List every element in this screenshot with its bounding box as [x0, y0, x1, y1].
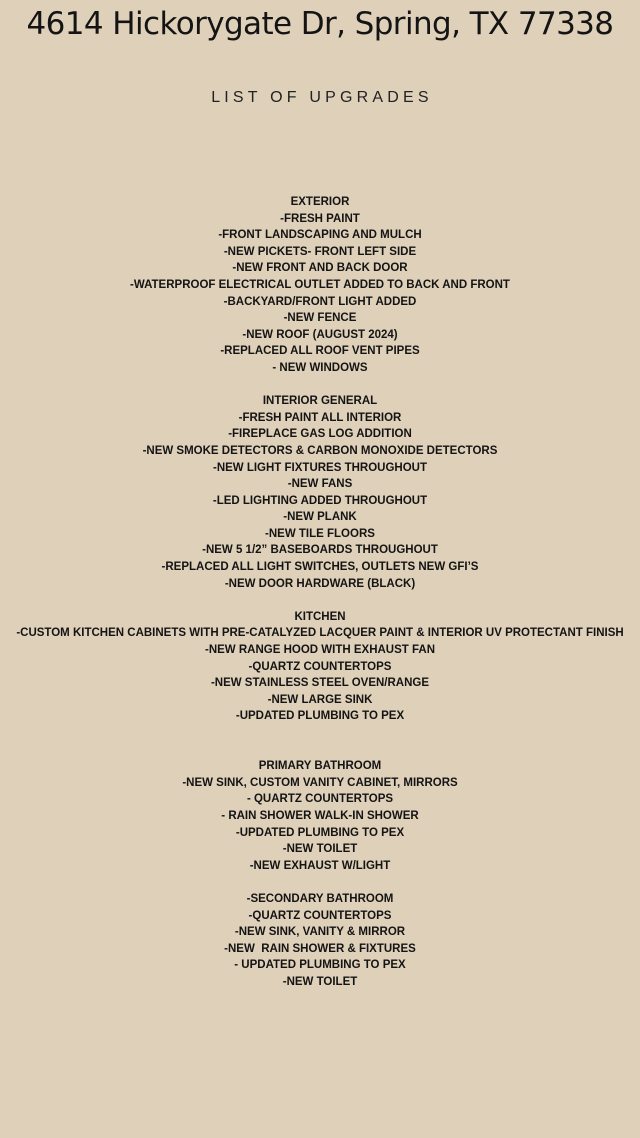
- list-item: -NEW RAIN SHOWER & FIXTURES: [224, 942, 416, 955]
- list-item: -UPDATED PLUMBING TO PEX: [235, 826, 405, 839]
- list-item: -QUARTZ COUNTERTOPS: [248, 909, 392, 922]
- page-subtitle: LIST OF UPGRADES: [211, 89, 433, 106]
- list-item: -NEW LIGHT FIXTURES THROUGHOUT: [212, 461, 427, 474]
- list-item: -NEW STAINLESS STEEL OVEN/RANGE: [210, 677, 430, 690]
- section-heading: INTERIOR GENERAL: [262, 395, 378, 408]
- list-item: -NEW EXHAUST W/LIGHT: [249, 859, 391, 872]
- list-item: -FRESH PAINT: [280, 212, 360, 225]
- list-item: -NEW SMOKE DETECTORS & CARBON MONOXIDE DETECTORS: [142, 444, 498, 457]
- section-primary-bathroom: [0, 758, 640, 874]
- list-item: - RAIN SHOWER WALK-IN SHOWER: [221, 809, 419, 822]
- list-item: -NEW FENCE: [283, 312, 357, 325]
- list-item: -NEW 5 1/2” BASEBOARDS THROUGHOUT: [202, 544, 438, 557]
- list-item: - UPDATED PLUMBING TO PEX: [234, 959, 406, 972]
- list-item: - QUARTZ COUNTERTOPS: [246, 793, 394, 806]
- list-item: -NEW PICKETS- FRONT LEFT SIDE: [223, 245, 417, 258]
- list-item: -NEW PLANK: [283, 511, 357, 524]
- list-item: -NEW SINK, CUSTOM VANITY CABINET, MIRRORS: [182, 776, 458, 789]
- list-item: -LED LIGHTING ADDED THROUGHOUT: [212, 494, 428, 507]
- list-item: -NEW FRONT AND BACK DOOR: [232, 262, 408, 275]
- section-heading: -SECONDARY BATHROOM: [246, 892, 394, 905]
- section-heading: PRIMARY BATHROOM: [258, 760, 382, 773]
- list-item: -CUSTOM KITCHEN CABINETS WITH PRE-CATALYZED LACQUER PAINT & INTERIOR UV PROTECTANT FINISH: [16, 627, 624, 640]
- section-interior-general: [0, 393, 640, 592]
- list-item: -NEW ROOF (AUGUST 2024): [242, 328, 398, 341]
- list-item: -REPLACED ALL LIGHT SWITCHES, OUTLETS NEW GFI’S: [161, 561, 479, 574]
- list-item: -UPDATED PLUMBING TO PEX: [235, 710, 405, 723]
- upgrades-list: [0, 194, 640, 991]
- list-item: -BACKYARD/FRONT LIGHT ADDED: [223, 295, 417, 308]
- list-item: -NEW SINK, VANITY & MIRROR: [234, 926, 406, 939]
- list-item: -NEW TOILET: [282, 975, 358, 988]
- list-item: -NEW FANS: [287, 478, 353, 491]
- list-item: -FRESH PAINT ALL INTERIOR: [238, 411, 402, 424]
- list-item: -NEW DOOR HARDWARE (BLACK): [224, 577, 416, 590]
- section-heading: KITCHEN: [294, 610, 346, 623]
- list-item: -NEW LARGE SINK: [267, 693, 373, 706]
- list-item: -FIREPLACE GAS LOG ADDITION: [228, 428, 412, 441]
- list-item: -QUARTZ COUNTERTOPS: [248, 660, 392, 673]
- list-item: - NEW WINDOWS: [272, 361, 368, 374]
- section-exterior: [0, 194, 640, 377]
- list-item: -WATERPROOF ELECTRICAL OUTLET ADDED TO BACK AND FRONT: [130, 278, 510, 291]
- section-secondary-bathroom: [0, 891, 640, 991]
- list-item: -REPLACED ALL ROOF VENT PIPES: [220, 345, 420, 358]
- list-item: -NEW TOILET: [282, 843, 358, 856]
- section-heading: EXTERIOR: [290, 196, 350, 208]
- list-item: -NEW RANGE HOOD WITH EXHAUST FAN: [205, 644, 435, 657]
- list-item: -FRONT LANDSCAPING AND MULCH: [218, 229, 422, 242]
- section-kitchen: [0, 609, 640, 725]
- page-title: 4614 Hickorygate Dr, Spring, TX 77338: [26, 6, 614, 42]
- list-item: -NEW TILE FLOORS: [265, 527, 375, 540]
